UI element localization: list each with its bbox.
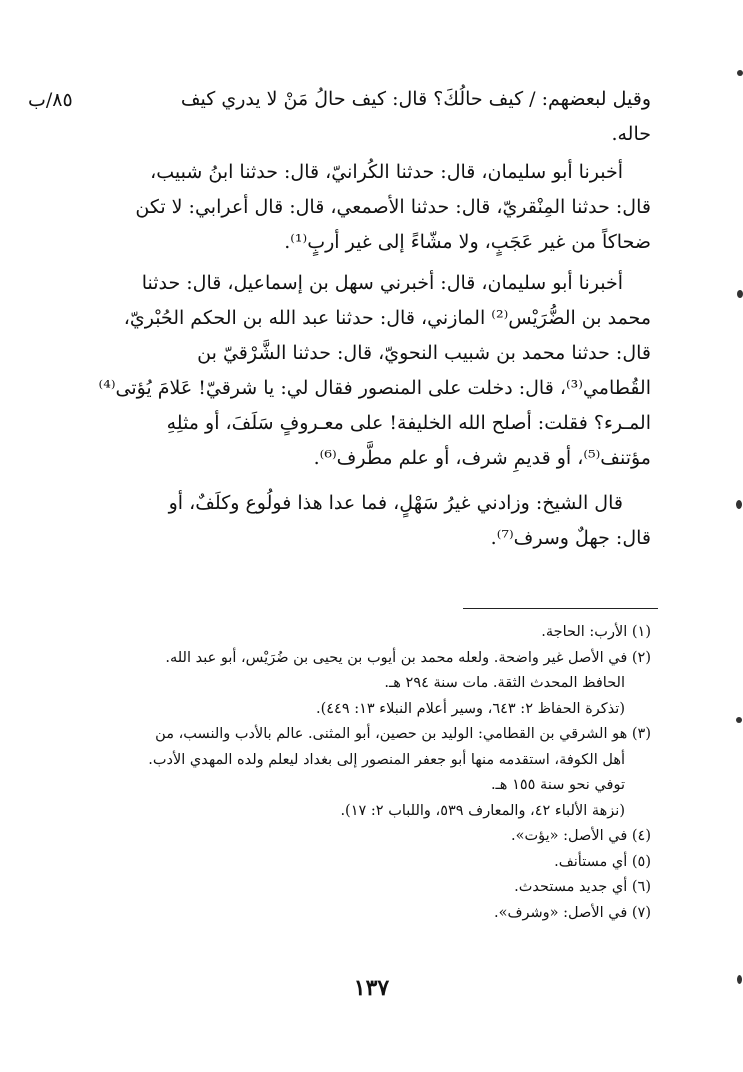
text-line: أخبرنا أبو سليمان، قال: حدثنا الكُرانيّ، قال: حدثنا ابنُ شبيب،: [150, 161, 623, 183]
main-text: [91, 486, 651, 556]
footnote: (٥) أي مستأنف.: [554, 853, 651, 870]
footnote-continuation: توفي نحو سنة ١٥٥ هـ.: [490, 777, 625, 793]
footnote-continuation: (تذكرة الحفاظ ٢: ٦٤٣، وسير أعلام النبلاء ١٣: ٤٤٩).: [315, 700, 625, 717]
scan-mark: [737, 70, 743, 76]
page-number: ١٣٧: [353, 975, 390, 1001]
footnote: (٧) في الأصل: «وشرف».: [494, 904, 651, 921]
main-text: [91, 155, 651, 260]
text-line: قال: حدثنا محمد بن شبيب النحويّ، قال: حدثنا الشَّرْقيّ بن: [197, 342, 651, 364]
text-line: قال: جهلٌ وسرف⁽⁷⁾.: [490, 527, 651, 549]
scan-mark: [737, 975, 742, 984]
footnote: (٢) في الأصل غير واضحة. ولعله محمد بن أيوب بن يحيى بن ضُرَيْس، أبو عبد الله.: [165, 649, 651, 666]
text-line: وقيل لبعضهم: / كيف حالُكَ؟ قال: كيف حالُ مَنْ لا يدري كيف: [180, 88, 651, 110]
text-line: ضحاكاً من غير عَجَبٍ، ولا مشّاءً إلى غير أربٍ⁽¹⁾.: [284, 231, 651, 253]
text-line: مؤتنف⁽⁵⁾، أو قديمِ شرف، أو علم مطَّرف⁽⁶⁾.: [313, 447, 651, 469]
scan-mark: [736, 717, 742, 723]
footnote: (٣) هو الشرقي بن القطامي: الوليد بن حصين، أبو المثنى. عالم بالأدب والنسب، من: [155, 726, 651, 742]
footnote-continuation: الحافظ المحدث الثقة. مات سنة ٢٩٤ هـ.: [384, 675, 625, 691]
paragraph-4: [91, 486, 651, 556]
footnote: (٦) أي جديد مستحدث.: [514, 879, 651, 895]
footnote-separator: [463, 608, 658, 609]
footnote: (١) الأرب: الحاجة.: [541, 624, 651, 640]
paragraph-3: [91, 266, 651, 476]
footnote-continuation: (نزهة الألباء ٤٢، والمعارف ٥٣٩، واللباب ٢: ١٧).: [340, 802, 625, 819]
paragraph-1: [91, 82, 651, 152]
footnotes: [91, 620, 651, 926]
main-text: [91, 266, 651, 476]
text-line: قال الشيخ: وزادني غيرُ سَهْلٍ، فما عدا هذا فولُوع وكلَفٌ، أو: [168, 492, 623, 514]
text-line: قال: حدثنا المِنْقريّ، قال: حدثنا الأصمعي، قال: قال أعرابي: لا تكن: [135, 196, 651, 218]
text-line: المـرء؟ فقلت: أصلح الله الخليفة! على معـروفٍ سَلَفَ، أو مثلِهِ: [166, 412, 651, 434]
paragraph-2: [91, 155, 651, 260]
main-text: [91, 82, 651, 152]
footnote: (٤) في الأصل: «يؤت».: [511, 828, 651, 844]
scan-mark: [736, 500, 742, 509]
scan-mark: [737, 290, 743, 298]
text-line: حاله.: [611, 123, 651, 145]
footnote-continuation: أهل الكوفة، استقدمه منها أبو جعفر المنصور إلى بغداد ليعلم ولده المهدي الأدب.: [148, 751, 625, 768]
text-line: القُطامي⁽³⁾، قال: دخلت على المنصور فقال لي: يا شرقيّ! عَلامَ يُؤتى⁽⁴⁾: [98, 377, 651, 399]
text-line: محمد بن الضُّرَيْس⁽²⁾ المازني، قال: حدثنا عبد الله بن الحكم الحُبْريّ،: [123, 307, 651, 329]
text-line: أخبرنا أبو سليمان، قال: أخبرني سهل بن إسماعيل، قال: حدثنا: [141, 272, 623, 294]
folio-margin-note: ٨٥/ب: [28, 89, 73, 111]
